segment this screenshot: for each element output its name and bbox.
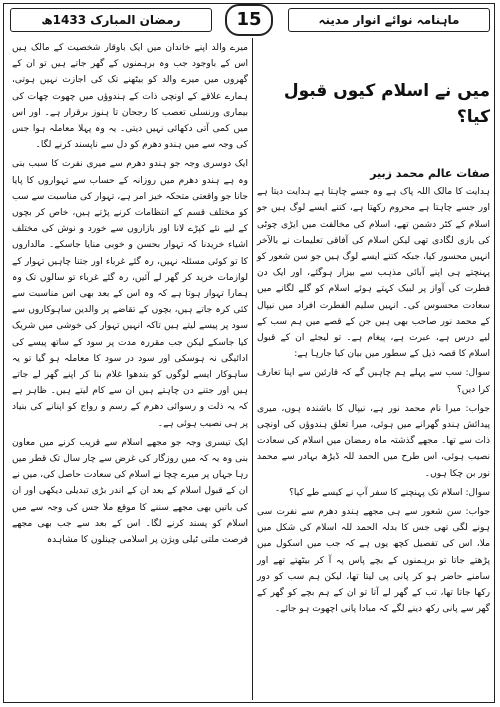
article-title: میں نے اسلام کیوں قبول کیا؟ [283,81,490,127]
magazine-name: ماہنامہ نوائے انوار مدینہ [288,8,490,32]
right-column [257,40,490,620]
page-header [4,4,496,34]
paragraph: ہدایت کا مالک اللہ پاک ہے وہ جسے چاہتا ہے ہدایت دیتا ہے اور جسے چاہتا ہے محروم رکھتا ہے، کتنے ایسے لوگ ہیں جو اسلام کے کٹر دشمن تھے، اسلام کی مخالفت میں ایڑی چوٹی کی بازی لگادی تھی لیکن اسلام کی آفاقی تعلیمات نے بالآخر انہیں محسور کیا، جبکہ کتنے ایسے لوگ ہیں جو سن شعور کو پہنچتے ہی اپنے آبائی مذہب سے بیزار ہوگئے، اور ایک دن فطرت کی آواز پر لبیک کہتے ہوئے اسلام کو گلے لگانے میں سعادت محسوس کی۔ انہیں سلیم الفطرت افراد میں نیپال کے محمد نور صاحب بھی ہیں جن کے قصے میں ہم سب کے لیے درس ہے، عبرت ہے، پیغام ہے۔ تو لیجئے ان کے قبول اسلام کا قصہ ذیل کے سطور میں بیان کیا جارہا ہے: [257,187,490,360]
left-column [12,40,248,551]
answer: جواب: میرا نام محمد نور ہے، نیپال کا باشندہ ہوں، میری پیدائش ہندو گھرانے میں ہوئی، میرا تعلق ہندوؤں کی اونچی ذات سے تھا۔ مجھے گذشتہ ماہ رمضان میں اسلام کی سعادت نصیب ہوئی، اس طرح میں الحمد للہ ڈیڑھ بہادر سے محمد نور بن چکا ہوں۔ [257,403,490,479]
column-divider [252,38,253,700]
paragraph: ایک دوسری وجہ جو ہندو دھرم سے میری نفرت کا سبب بنی وہ ہے ہندو دھرم میں روزانہ کے حساب سے تہواروں کا پایا جانا جو واقعتی متحکہ خیز امر ہے، تہوار کی مناسبت سے سب کو مختلف قسم کے انتظامات کرنے پڑتے ہیں، خاص کر بچوں کے لیے نئے کپڑے لانا اور بازاروں سے خورد و نوش کی مختلف اشیاء خریدنا کہ تہوار بحسن و خوبی منایا جاسکے۔ مالداروں کا تو کوئی مسئلہ نہیں، رہ گئے غرباء اور جتنا چاہیں تہوار کے لوازمات خرید کر گھر لے آئیں، رہ گئے غرباء تو سالوں تک وہ ہمارا تہوار ہوتا ہے کہ وہ اس کے بعد بھی اس مناسبت سے کئی کرہ جاتے ہیں، بچوں کے تقاضے پر والدین ساہوکاروں سے سود پر پیسے لیتے ہیں تاکہ انہیں تہوار کی خوشی میں شریک کیا جاسکے لیکن جب مقررہ مدت پر سود کے ساتھ پیسے کی ادائیگی نہ ہوسکی اور سود در سود کا معاملہ ہو گیا تو یہ ساہوکار ایسے لوگوں کو بندھوا غلام بنا کر اپنے گھر لے جاتے ہیں اور جتنے دن چاہتے ہیں ان سے کام لیتے ہیں۔ ظاہر ہے کہ یہ ذلت و رسوائی دھرم کے رسم و رواج کو اپنانے کی بنیاد پر ہی نصیب ہوئی ہے۔ [12,159,248,429]
page-number: 15 [225,4,273,36]
question: سوال: اسلام تک پہنچنے کا سفر آپ نے کیسے طے کیا؟ [289,487,490,498]
paragraph: میرے والد اپنے خاندان میں ایک باوقار شخصیت کے مالک ہیں اس کے باوجود جب وہ برہمنوں کے گھر جاتے ہیں تو ان کے گھروں میں میرے والد کو بیٹھنے تک کی اجازت نہیں ہوتی، ہمارے علاقے کے اونچی ذات کے ہندوؤں میں چھوت چھات کی بیماری ورنسلی تعصب کا رجحان تا ہنوز برقرار ہے۔ اور اس میں کمی آتی دکھائی نہیں دیتی۔ یہ وہ پہلا معاملہ ہوا جس کی وجہ سے میں ہندو دھرم کو دل سے ناپسند کرنے لگا۔ [12,43,248,151]
page-frame [3,3,495,703]
issue-date: رمضان المبارک 1433ھ [10,8,212,32]
question: سوال: سب سے پہلے ہم چاہیں گے کہ قارئین سے اپنا تعارف کرا دیں؟ [257,368,490,395]
paragraph: ایک تیسری وجہ جو مجھے اسلام سے قریب کرنے میں معاون بنی وہ یہ کہ میں روزگار کی غرض سے چار سال تک قطر میں رہا جہاں پر میرے چچا نے اسلام کی سعادت حاصل کی، میں نے ان کے قبول اسلام کے بعد ان کے اندر بڑی تبدیلی دیکھی اور ان کی باتیں بھی مجھے سننے کا موقع ملا جس کی وجہ سے میں اسلام کو پسند کرنے لگا۔ اس کے بعد سے جب بھی مجھے فرصت ملتی ٹیلی ویژن پر اسلامی چینلوں کا مشاہدہ [12,437,248,546]
answer: جواب: سن شعور سے ہی مجھے ہندو دھرم سے نفرت سی ہونے لگی تھی جس کا بدلہ الحمد للہ اسلام کی شکل میں ملا، اس کی تفصیل کچھ یوں ہے کہ جب میں اسکول میں پڑھتے جاتا تو برہمنوں کے بچے پاس پہ آ کر بیٹھتے تھے اور سامنے حاضر ہو کر پانی پی لیتا تھا، لیکن ہم سب کو دور رکھا جاتا تھا، تب کے گھر لے آتا تو ان کے ہم بچے کو گھر کے گھر سے پانی رکھ دینے لگے کہ مبادا پانی اچھوت ہو جائے۔ [257,507,490,615]
article-author: صفات عالم محمد زبیر [370,167,490,180]
